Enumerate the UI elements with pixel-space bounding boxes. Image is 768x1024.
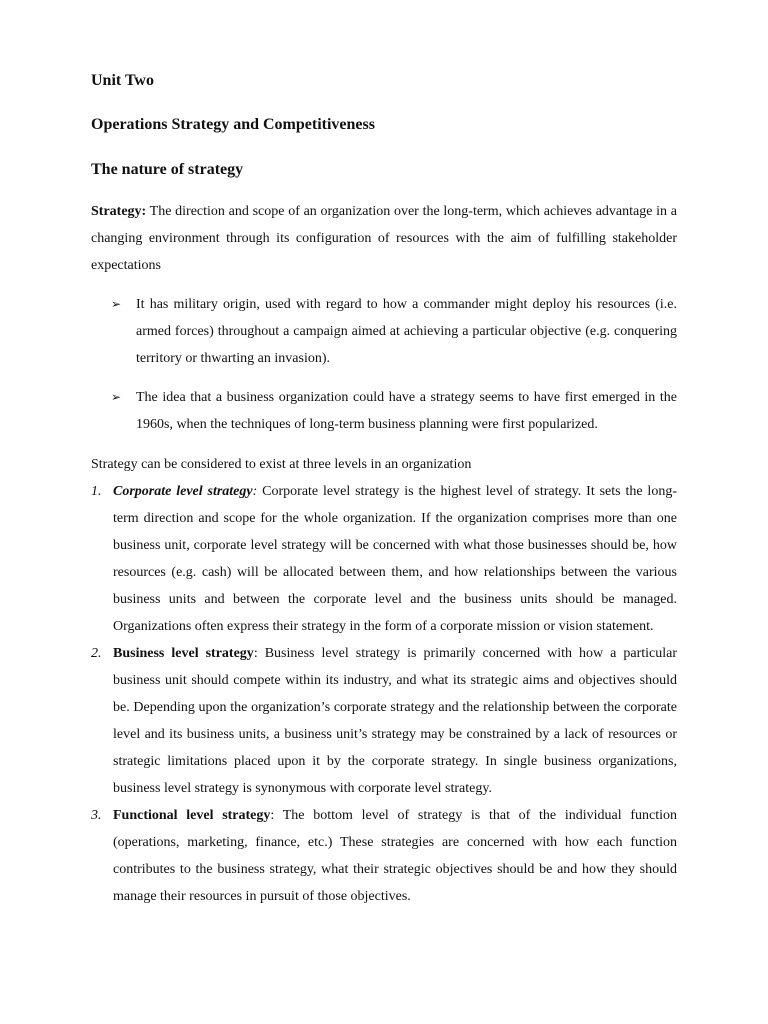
section-title: The nature of strategy <box>91 161 244 178</box>
level-term: Business level strategy <box>113 646 254 661</box>
level-text: Corporate level strategy is the highest level of strategy. It sets the long-term direction and scope for the whole organization. If the organization comprises more than one business unit, corporate level strategy will be concerned with what those businesses should be, how resources (e.g. cash) will be allocated between them, and how relationships between the various business units and between the corporate level and the business units should be managed. Organizations often express their strategy in the form of a corporate mission or vision statement. <box>113 484 677 634</box>
level-text: : Business level strategy is primarily concerned with how a particular business unit should compete within its industry, and what its strategic aims and objectives should be. Depending upon the organization’s corporate strategy and the relationship between the corporate level and its business units, a business unit’s strategy may be constrained by a lack of resources or strategic limitations placed upon it by the corporate strategy. In single business organizations, business level strategy is synonymous with corporate level strategy. <box>113 646 677 796</box>
list-number: 3. <box>91 808 102 823</box>
level-item-corporate <box>91 478 677 640</box>
bullet-item-business-origin <box>111 384 677 438</box>
arrow-bullet-icon: ➢ <box>111 390 122 404</box>
chapter-title: Operations Strategy and Competitiveness <box>91 116 375 133</box>
strategy-term: Strategy: <box>91 204 147 219</box>
level-term: Functional level strategy <box>113 808 271 823</box>
strategy-definition-paragraph <box>91 198 677 279</box>
bullet-item-military-origin <box>111 291 677 372</box>
level-item-functional <box>91 802 677 910</box>
bullet-text: The idea that a business organization could have a strategy seems to have first emerged in the 1960s, when the techniques of long-term business planning were first popularized. <box>136 390 677 432</box>
levels-intro: Strategy can be considered to exist at three levels in an organization <box>91 457 472 472</box>
list-number: 1. <box>91 484 102 499</box>
unit-title: Unit Two <box>91 72 154 89</box>
strategy-definition-text: The direction and scope of an organization over the long-term, which achieves advantage in a changing environment through its configuration of resources with the aim of fulfilling stakeholder expectations <box>91 204 677 273</box>
list-number: 2. <box>91 646 102 661</box>
arrow-bullet-icon: ➢ <box>111 297 122 311</box>
level-item-business <box>91 640 677 802</box>
bullet-text: It has military origin, used with regard to how a commander might deploy his resources (i.e. armed forces) throughout a campaign aimed at achieving a particular objective (e.g. conquering territory or thwarting an invasion). <box>136 297 677 366</box>
level-text: : The bottom level of strategy is that of the individual function (operations, marketing, finance, etc.) These strategies are concerned with how each function contributes to the business strategy, what their strategic objectives should be and how they should manage their resources in pursuit of those objectives. <box>113 808 677 904</box>
level-separator: : <box>252 484 258 499</box>
strategy-levels-list <box>91 478 677 910</box>
level-term: Corporate level strategy <box>113 484 253 499</box>
strategy-bullet-list <box>111 291 677 450</box>
